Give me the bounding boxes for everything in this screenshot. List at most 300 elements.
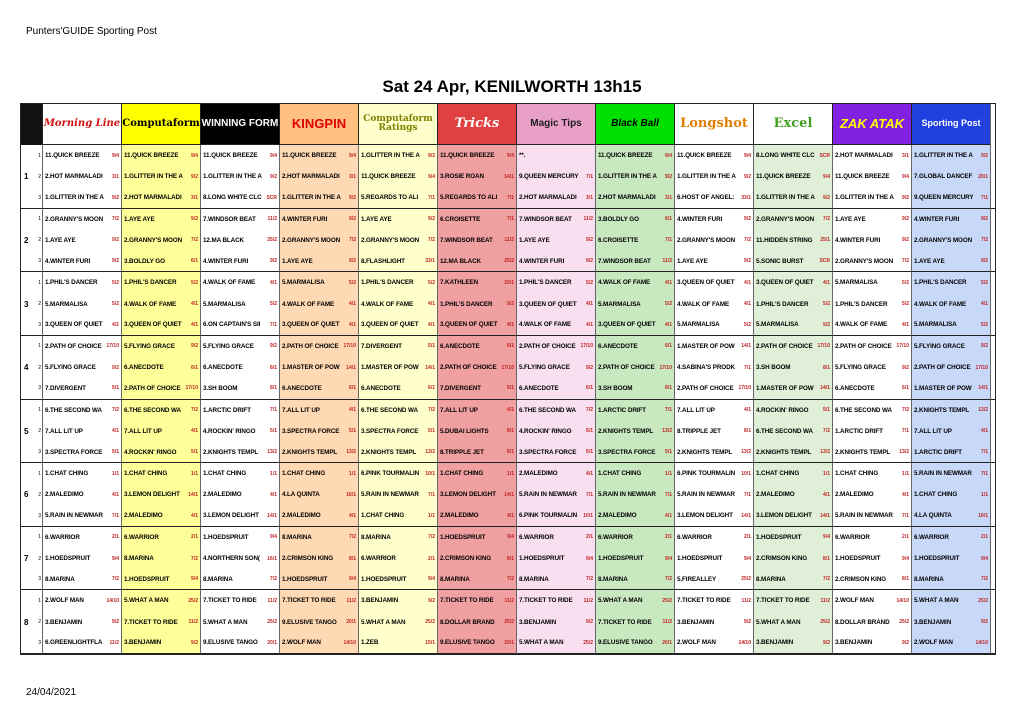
tip-cell xyxy=(516,251,595,272)
odds: 11/2 xyxy=(820,597,830,604)
odds: 33/1 xyxy=(741,194,751,201)
tip-cell xyxy=(42,527,121,548)
odds: 9/2 xyxy=(744,619,751,626)
tip-cell xyxy=(674,590,753,611)
tip-cell xyxy=(911,378,990,399)
odds: 3/1 xyxy=(665,194,672,201)
race-label xyxy=(21,272,42,293)
odds: 4/1 xyxy=(665,512,672,519)
horse-name: 7.WINDSOR BEAT xyxy=(519,215,572,223)
tip-cell xyxy=(832,527,911,548)
tip-cell xyxy=(753,357,832,378)
table-edge xyxy=(990,612,995,633)
odds: SCR xyxy=(266,194,277,201)
tip-cell xyxy=(200,463,279,484)
odds: 6/1 xyxy=(586,385,593,392)
tip-cell xyxy=(42,400,121,421)
horse-name: 2.KNIGHTS TEMPL xyxy=(282,448,338,456)
horse-name: 11.QUICK BREEZE xyxy=(756,173,811,181)
horse-name: 2.PATH OF CHOICE xyxy=(756,342,813,350)
horse-name: 6.ANECDOTE xyxy=(598,342,638,350)
horse-name: 5.MARMALISA xyxy=(756,321,799,329)
odds: 5/2 xyxy=(112,279,119,286)
odds: 7/1 xyxy=(428,194,435,201)
odds: SCR xyxy=(819,258,830,265)
odds: 5/2 xyxy=(270,301,277,308)
odds: 1/1 xyxy=(823,470,830,477)
horse-name: 2.MALEDIMO xyxy=(440,512,479,520)
horse-name: 7.TICKET TO RIDE xyxy=(598,618,652,626)
odds: 4/1 xyxy=(823,279,830,286)
tip-cell xyxy=(753,378,832,399)
tip-cell xyxy=(42,315,121,336)
horse-name: 8.LONG WHITE CLC xyxy=(756,152,815,160)
tip-cell xyxy=(200,569,279,590)
horse-name: 2.MALEDIMO xyxy=(598,512,637,520)
odds: 9/2 xyxy=(191,216,198,223)
tip-cell xyxy=(358,293,437,314)
odds: 5/1 xyxy=(428,428,435,435)
tip-cell xyxy=(437,421,516,442)
horse-name: 5.WHAT A MAN xyxy=(519,639,564,647)
page-footer-date: 24/04/2021 xyxy=(26,687,77,698)
horse-name: 5.MARMALISA xyxy=(677,321,720,329)
horse-name: 3.LEMON DELIGHT xyxy=(756,512,812,520)
horse-name: 5.WHAT A MAN xyxy=(756,618,801,626)
horse-name: 1.MASTER OF POW xyxy=(282,364,340,372)
horse-name: 5.WHAT A MAN xyxy=(361,618,406,626)
horse-name: 3.BENJAMIN xyxy=(677,618,715,626)
tip-cell xyxy=(358,187,437,208)
odds: 2/1 xyxy=(744,534,751,541)
odds: 14/10 xyxy=(343,639,356,646)
horse-name: 4.WALK OF FAME xyxy=(519,321,572,329)
horse-name: 11.QUICK BREEZE xyxy=(124,152,179,160)
tip-cell xyxy=(753,336,832,357)
odds: 7/1 xyxy=(981,449,988,456)
race-number: 4 xyxy=(24,363,29,373)
tip-cell xyxy=(200,166,279,187)
tip-cell xyxy=(516,463,595,484)
odds: 7/1 xyxy=(902,428,909,435)
horse-name: 1.GLITTER IN THE A xyxy=(45,194,104,202)
tip-cell xyxy=(516,569,595,590)
tip-cell xyxy=(753,145,832,166)
horse-name: 3.QUEEN OF QUIET xyxy=(45,321,103,329)
horse-name: 2.KNIGHTS TEMPL xyxy=(677,448,733,456)
odds: 6/1 xyxy=(665,216,672,223)
odds: 4/1 xyxy=(981,428,988,435)
race-label xyxy=(21,357,42,378)
horse-name: 3.LEMON DELIGHT xyxy=(677,512,733,520)
tip-cell xyxy=(121,463,200,484)
horse-name: 1.PHIL'S DANCER xyxy=(914,279,967,287)
odds: 9/2 xyxy=(349,216,356,223)
odds: 4/1 xyxy=(112,321,119,328)
horse-name: 1.GLITTER IN THE A xyxy=(598,173,657,181)
horse-name: 11.QUICK BREEZE xyxy=(361,173,416,181)
tip-cell xyxy=(516,230,595,251)
tip-cell xyxy=(674,442,753,463)
odds: 7/1 xyxy=(665,491,672,498)
horse-name: 1.CHAT CHING xyxy=(440,470,484,478)
odds: 9/4 xyxy=(270,534,277,541)
odds: 13/2 xyxy=(978,407,988,414)
tip-cell xyxy=(753,272,832,293)
odds: 13/2 xyxy=(820,449,830,456)
horse-name: 7.DIVERGENT xyxy=(440,384,481,392)
table-edge xyxy=(990,569,995,590)
odds: 2/1 xyxy=(112,534,119,541)
horse-name: 1.AYE AYE xyxy=(835,215,866,223)
odds: 4/1 xyxy=(112,491,119,498)
horse-name: 3.LEMON DELIGHT xyxy=(124,491,180,499)
tip-cell xyxy=(832,251,911,272)
tip-cell xyxy=(437,548,516,569)
odds: 7/2 xyxy=(112,576,119,583)
odds: 20/1 xyxy=(346,619,356,626)
tip-cell xyxy=(832,442,911,463)
horse-name: 1.GLITTER IN THE A xyxy=(835,194,894,202)
odds: 6/1 xyxy=(270,364,277,371)
horse-name: 11.QUICK BREEZE xyxy=(203,152,258,160)
tip-cell xyxy=(42,569,121,590)
horse-name: 2.PATH OF CHOICE xyxy=(440,364,497,372)
odds: 11/2 xyxy=(583,597,593,604)
table-edge xyxy=(990,421,995,442)
odds: 6/1 xyxy=(191,258,198,265)
horse-name: 1.AYE AYE xyxy=(914,257,945,265)
odds: 25/2 xyxy=(741,576,751,583)
table-edge xyxy=(990,166,995,187)
tip-cell xyxy=(358,484,437,505)
horse-name: 9.QUEEN MERCURY xyxy=(519,173,579,181)
odds: 9/2 xyxy=(112,619,119,626)
race-number: 8 xyxy=(24,617,29,627)
odds: 11/2 xyxy=(267,216,277,223)
horse-name: 1.PHIL'S DANCER xyxy=(45,279,98,287)
tip-cell xyxy=(753,187,832,208)
horse-name: 1.HOEDSPRUIT xyxy=(124,575,170,583)
table-edge xyxy=(990,357,995,378)
horse-name: 7.TICKET TO RIDE xyxy=(282,597,336,605)
odds: 9/2 xyxy=(112,364,119,371)
horse-name: 2.MALEDIMO xyxy=(203,491,242,499)
odds: 9/4 xyxy=(112,152,119,159)
tip-cell xyxy=(911,484,990,505)
odds: 8/1 xyxy=(744,428,751,435)
horse-name: 11.QUICK BREEZE xyxy=(598,152,653,160)
tip-cell xyxy=(516,421,595,442)
horse-name: 4.WINTER FURI xyxy=(203,257,249,265)
tip-cell xyxy=(358,421,437,442)
race-label xyxy=(21,506,42,527)
tip-cell xyxy=(42,293,121,314)
odds: 9/2 xyxy=(112,258,119,265)
tip-cell xyxy=(200,378,279,399)
odds: 11/2 xyxy=(504,597,514,604)
horse-name: 2.KNIGHTS TEMPL xyxy=(598,427,654,435)
horse-name: 6.PINK TOURMALIN xyxy=(677,470,736,478)
tip-cell xyxy=(437,442,516,463)
tip-cell xyxy=(200,272,279,293)
tip-cell xyxy=(279,548,358,569)
horse-name: 4.WINTER FURI xyxy=(677,215,723,223)
horse-name: 1.PHIL'S DANCER xyxy=(835,300,888,308)
horse-name: 7.ALL LIT UP xyxy=(440,406,478,414)
odds: 16/1 xyxy=(978,512,988,519)
odds: 9/4 xyxy=(349,576,356,583)
tip-cell xyxy=(437,230,516,251)
horse-name: 1.ZEB xyxy=(361,639,379,647)
race-label xyxy=(21,527,42,548)
odds: 3/1 xyxy=(112,173,119,180)
tip-cell xyxy=(753,612,832,633)
horse-name: 6.GREENLIGHTFLA xyxy=(45,639,103,647)
odds: 5/2 xyxy=(744,321,751,328)
horse-name: 2.CRIMSON KING xyxy=(440,555,492,563)
odds: 9/2 xyxy=(902,639,909,646)
tip-cell xyxy=(753,421,832,442)
horse-name: 4.WALK OF FAME xyxy=(124,300,177,308)
horse-name: 9.ELUSIVE TANGO xyxy=(440,639,495,647)
tip-cell xyxy=(279,230,358,251)
race-label xyxy=(21,293,42,314)
horse-name: 3.QUEEN OF QUIET xyxy=(598,321,656,329)
horse-name: 1.HOEDSPRUIT xyxy=(45,555,91,563)
odds: 4/1 xyxy=(665,321,672,328)
odds: 11/2 xyxy=(741,597,751,604)
odds: 14/1 xyxy=(267,512,277,519)
tip-cell xyxy=(121,590,200,611)
odds: 9/4 xyxy=(191,576,198,583)
tip-cell xyxy=(911,166,990,187)
odds: 7/2 xyxy=(981,237,988,244)
table-edge xyxy=(990,442,995,463)
odds: 6/1 xyxy=(665,343,672,350)
horse-name: 8.MARINA xyxy=(45,575,75,583)
horse-name: 7.ALL LIT UP xyxy=(124,427,162,435)
odds: 9/2 xyxy=(981,343,988,350)
tip-cell xyxy=(279,569,358,590)
tip-cell xyxy=(832,590,911,611)
table-edge xyxy=(990,548,995,569)
table-edge xyxy=(990,315,995,336)
tip-cell xyxy=(832,463,911,484)
odds: 9/4 xyxy=(902,555,909,562)
tip-cell xyxy=(279,378,358,399)
tip-cell xyxy=(516,336,595,357)
tip-cell xyxy=(437,590,516,611)
odds: 14/1 xyxy=(978,385,988,392)
odds: 3/1 xyxy=(191,194,198,201)
horse-name: 2.MALEDIMO xyxy=(124,512,163,520)
race-label xyxy=(21,633,42,654)
odds: 5/2 xyxy=(586,279,593,286)
tip-cell xyxy=(437,251,516,272)
horse-name: 5.FLYING GRACE xyxy=(203,342,254,350)
odds: 1/1 xyxy=(665,470,672,477)
tip-cell xyxy=(358,166,437,187)
column-header: Computaform Ratings xyxy=(358,104,437,145)
horse-name: 4.WALK OF FAME xyxy=(914,300,967,308)
horse-name: 2.HOT MARMALADI xyxy=(124,194,182,202)
tip-cell xyxy=(121,421,200,442)
odds: 6/1 xyxy=(191,364,198,371)
horse-name: 2.HOT MARMALADI xyxy=(282,173,340,181)
odds: 5/1 xyxy=(823,407,830,414)
odds: 4/1 xyxy=(507,321,514,328)
tip-cell xyxy=(595,569,674,590)
tip-cell xyxy=(516,357,595,378)
odds: 33/1 xyxy=(425,258,435,265)
odds: 14/1 xyxy=(346,364,356,371)
horse-name: 6.ANECDOTE xyxy=(835,384,875,392)
tip-cell xyxy=(121,612,200,633)
odds: 4/1 xyxy=(507,512,514,519)
tip-cell xyxy=(121,378,200,399)
race-label xyxy=(21,187,42,208)
table-edge xyxy=(990,272,995,293)
tip-cell xyxy=(674,421,753,442)
race-number: 2 xyxy=(24,235,29,245)
tip-cell xyxy=(279,590,358,611)
horse-name: 5.MARMALISA xyxy=(282,279,325,287)
horse-name: 5.SONIC BURST xyxy=(756,257,804,265)
odds: 10/1 xyxy=(425,470,435,477)
tip-cell xyxy=(358,336,437,357)
horse-name: 5.DUBAI LIGHTS xyxy=(440,427,489,435)
column-header: KINGPIN xyxy=(279,104,358,145)
odds: 7/2 xyxy=(823,576,830,583)
tip-cell xyxy=(674,612,753,633)
horse-name: 7.ALL LIT UP xyxy=(282,406,320,414)
horse-name: 6.CROISETTE xyxy=(440,215,481,223)
horse-name: 11.QUICK BREEZE xyxy=(440,152,495,160)
horse-name: 3.QUEEN OF QUIET xyxy=(677,279,735,287)
odds: 4/1 xyxy=(112,428,119,435)
tip-position: 2 xyxy=(38,301,41,308)
odds: 5/1 xyxy=(507,385,514,392)
odds: 14/1 xyxy=(820,385,830,392)
horse-name: 11.QUICK BREEZE xyxy=(835,173,890,181)
horse-name: 1.ARCTIC DRIFT xyxy=(835,427,883,435)
tip-cell xyxy=(674,166,753,187)
horse-name: 3.SPECTRA FORCE xyxy=(598,448,656,456)
odds: 14/1 xyxy=(425,364,435,371)
horse-name: 2.GRANNY'S MOON xyxy=(45,215,104,223)
horse-name: 5.RAIN IN NEWMAR xyxy=(835,512,893,520)
odds: 8/1 xyxy=(507,449,514,456)
horse-name: 6.WARRIOR xyxy=(45,533,80,541)
horse-name: 4.WINTER FURI xyxy=(519,257,565,265)
odds: 25/2 xyxy=(978,597,988,604)
tip-cell xyxy=(279,315,358,336)
horse-name: 6.WARRIOR xyxy=(914,533,949,541)
horse-name: 1.AYE AYE xyxy=(124,215,155,223)
tip-cell xyxy=(674,272,753,293)
horse-name: 8.MARINA xyxy=(282,533,312,541)
tip-cell xyxy=(42,421,121,442)
odds: 9/2 xyxy=(349,194,356,201)
odds: 9/4 xyxy=(112,555,119,562)
tip-cell xyxy=(674,378,753,399)
odds: 17/10 xyxy=(185,385,198,392)
odds: 9/2 xyxy=(981,152,988,159)
horse-name: 9.ELUSIVE TANGO xyxy=(203,639,258,647)
odds: 5/2 xyxy=(428,279,435,286)
tip-cell xyxy=(42,463,121,484)
horse-name: 1.AYE AYE xyxy=(519,236,550,244)
table-edge xyxy=(990,400,995,421)
table-edge xyxy=(990,230,995,251)
horse-name: 5.WHAT A MAN xyxy=(914,597,959,605)
horse-name: 3.BENJAMIN xyxy=(756,639,794,647)
horse-name: 6.PINK TOURMALIN xyxy=(361,470,420,478)
horse-name: 6.ANECDOTE xyxy=(519,384,559,392)
odds: 4/1 xyxy=(665,279,672,286)
odds: 9/4 xyxy=(744,152,751,159)
tip-cell xyxy=(516,293,595,314)
odds: 11/2 xyxy=(346,597,356,604)
odds: 2/1 xyxy=(586,534,593,541)
horse-name: 1.CHAT CHING xyxy=(124,470,168,478)
odds: 8/1 xyxy=(507,555,514,562)
tip-cell xyxy=(42,633,121,654)
horse-name: 2.HOT MARMALADI xyxy=(519,194,577,202)
tip-cell xyxy=(358,378,437,399)
tip-cell xyxy=(437,166,516,187)
odds: 17/10 xyxy=(501,364,514,371)
tip-cell xyxy=(437,187,516,208)
odds: 9/2 xyxy=(981,258,988,265)
odds: 9/2 xyxy=(191,343,198,350)
horse-name: 1.MASTER OF POW xyxy=(361,364,419,372)
horse-name: 2.CRIMSON KING xyxy=(282,555,334,563)
tip-cell xyxy=(595,166,674,187)
horse-name: 2.GRANNY'S MOON xyxy=(914,236,973,244)
horse-name: 6.ANECDOTE xyxy=(124,364,164,372)
odds: 2/1 xyxy=(191,534,198,541)
tip-cell xyxy=(437,506,516,527)
horse-name: 8.MARINA xyxy=(124,555,154,563)
horse-name: 6.THE SECOND WA xyxy=(835,406,892,414)
horse-name: 1.GLITTER IN THE A xyxy=(914,152,973,160)
horse-name: 2.CRIMSON KING xyxy=(835,575,887,583)
tip-cell xyxy=(121,548,200,569)
tip-position: 2 xyxy=(38,364,41,371)
horse-name: 3.BENJAMIN xyxy=(914,618,952,626)
tip-cell xyxy=(121,633,200,654)
horse-name: 4.WINTER FURI xyxy=(914,215,960,223)
odds: 6/1 xyxy=(902,385,909,392)
horse-name: 2.HOT MARMALADI xyxy=(598,194,656,202)
tip-position: 3 xyxy=(38,639,41,646)
odds: 9/2 xyxy=(902,216,909,223)
horse-name: 11.QUICK BREEZE xyxy=(45,152,100,160)
tip-position: 2 xyxy=(38,619,41,626)
tip-cell xyxy=(595,590,674,611)
tip-cell xyxy=(121,442,200,463)
tip-position: 1 xyxy=(38,407,41,414)
odds: 10/1 xyxy=(583,512,593,519)
horse-name: 9.ELUSIVE TANGO xyxy=(282,618,337,626)
tip-cell xyxy=(595,442,674,463)
horse-name: 4.WINTER FURI xyxy=(835,236,881,244)
horse-name: 2.GRANNY'S MOON xyxy=(282,236,341,244)
tip-cell xyxy=(358,633,437,654)
tip-cell xyxy=(911,569,990,590)
